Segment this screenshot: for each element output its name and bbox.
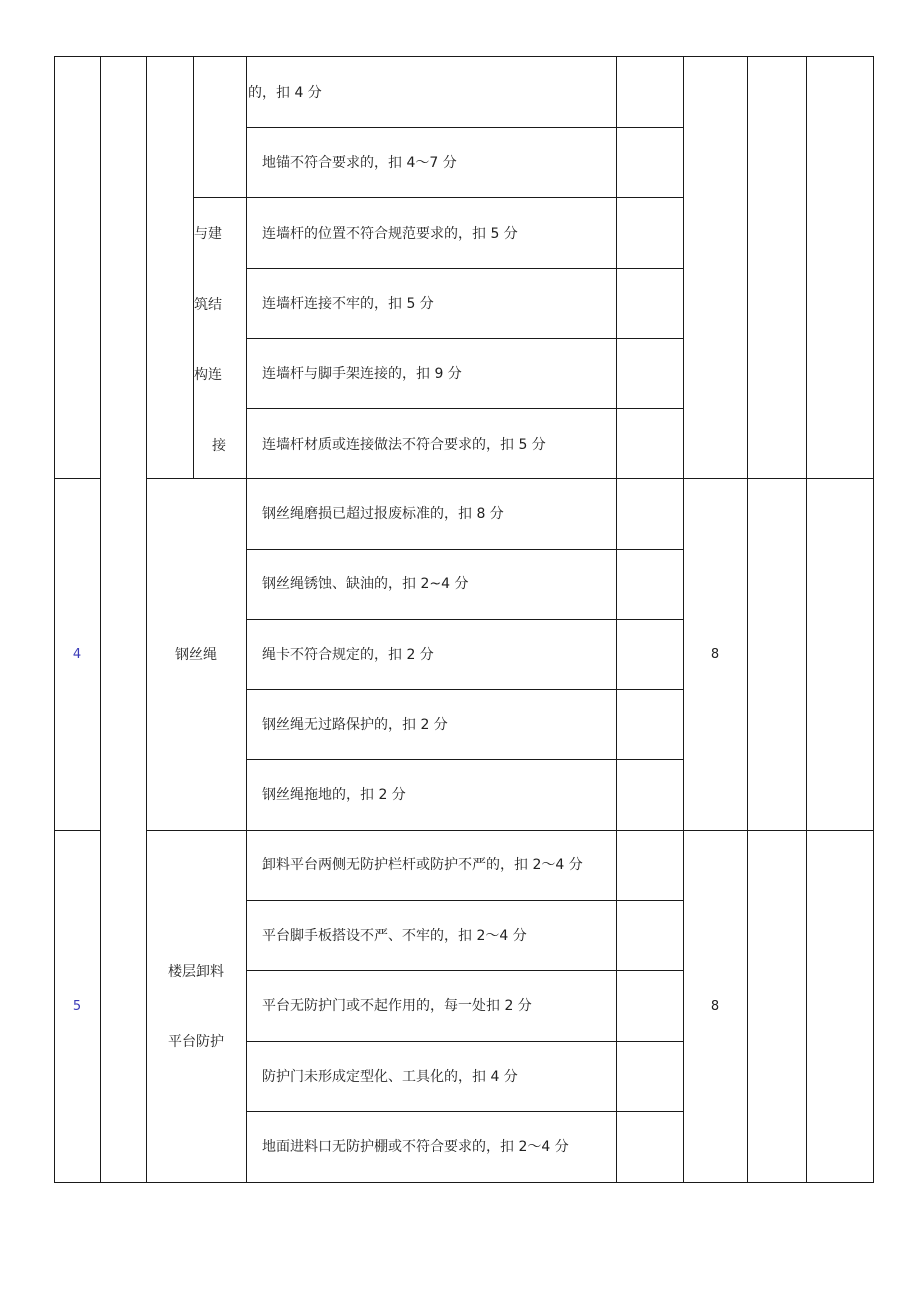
check-item: 平台无防护门或不起作用的，每一处扣 2 分	[262, 998, 532, 1014]
item-number: 4	[72, 647, 82, 662]
column-border	[616, 56, 617, 1183]
category-label: 钢丝绳	[175, 647, 217, 663]
section-separator	[54, 478, 100, 479]
check-item: 连墙杆与脚手架连接的，扣 9 分	[262, 366, 462, 382]
check-item: 的，扣 4 分	[248, 85, 322, 101]
row-separator	[246, 900, 683, 901]
check-item: 连墙杆连接不牢的，扣 5 分	[262, 296, 434, 312]
column-border	[747, 56, 748, 1183]
section-separator	[146, 478, 874, 479]
check-item: 钢丝绳磨损已超过报废标准的，扣 8 分	[262, 506, 504, 522]
check-item: 钢丝绳锈蚀、缺油的，扣 2~4 分	[262, 576, 469, 592]
check-item: 绳卡不符合规定的，扣 2 分	[262, 647, 434, 663]
row-separator	[246, 549, 683, 550]
check-item: 连墙杆材质或连接做法不符合要求的，扣 5 分	[262, 437, 546, 453]
check-item: 卸料平台两侧无防护栏杆或防护不严的，扣 2～4 分	[262, 857, 583, 873]
check-item: 平台脚手板搭设不严、不牢的，扣 2～4 分	[262, 928, 527, 944]
category-label-line: 楼层卸料	[168, 964, 224, 980]
check-item: 防护门未形成定型化、工具化的，扣 4 分	[262, 1069, 518, 1085]
row-separator	[246, 1041, 683, 1042]
row-separator	[246, 127, 683, 128]
subcategory-label-line: 筑结	[194, 297, 222, 313]
full-score: 8	[710, 647, 720, 662]
check-item: 连墙杆的位置不符合规范要求的，扣 5 分	[262, 226, 518, 242]
row-separator	[246, 408, 683, 409]
column-border	[246, 56, 247, 1183]
row-separator	[246, 338, 683, 339]
row-separator	[246, 1111, 683, 1112]
row-separator	[246, 268, 683, 269]
check-item: 地面进料口无防护棚或不符合要求的，扣 2～4 分	[262, 1139, 569, 1155]
check-item: 钢丝绳无过路保护的，扣 2 分	[262, 717, 448, 733]
section-separator	[146, 830, 874, 831]
column-border	[806, 56, 807, 1183]
table-border-top	[54, 56, 874, 57]
column-border	[873, 56, 874, 1183]
column-border	[146, 56, 147, 1183]
column-border	[100, 56, 101, 1183]
table-border-bottom	[54, 1182, 874, 1183]
row-separator	[246, 619, 683, 620]
item-number: 5	[72, 999, 82, 1014]
row-separator	[246, 759, 683, 760]
row-separator	[193, 197, 683, 198]
row-separator	[246, 970, 683, 971]
row-separator	[246, 689, 683, 690]
category-label-line: 平台防护	[168, 1034, 224, 1050]
column-border	[193, 56, 194, 479]
full-score: 8	[710, 999, 720, 1014]
section-separator	[54, 830, 100, 831]
subcategory-label-line: 接	[212, 438, 226, 454]
check-item: 钢丝绳拖地的，扣 2 分	[262, 787, 406, 803]
subcategory-label-line: 构连	[194, 367, 222, 383]
check-item: 地锚不符合要求的，扣 4～7 分	[262, 155, 457, 171]
subcategory-label-line: 与建	[194, 226, 222, 242]
